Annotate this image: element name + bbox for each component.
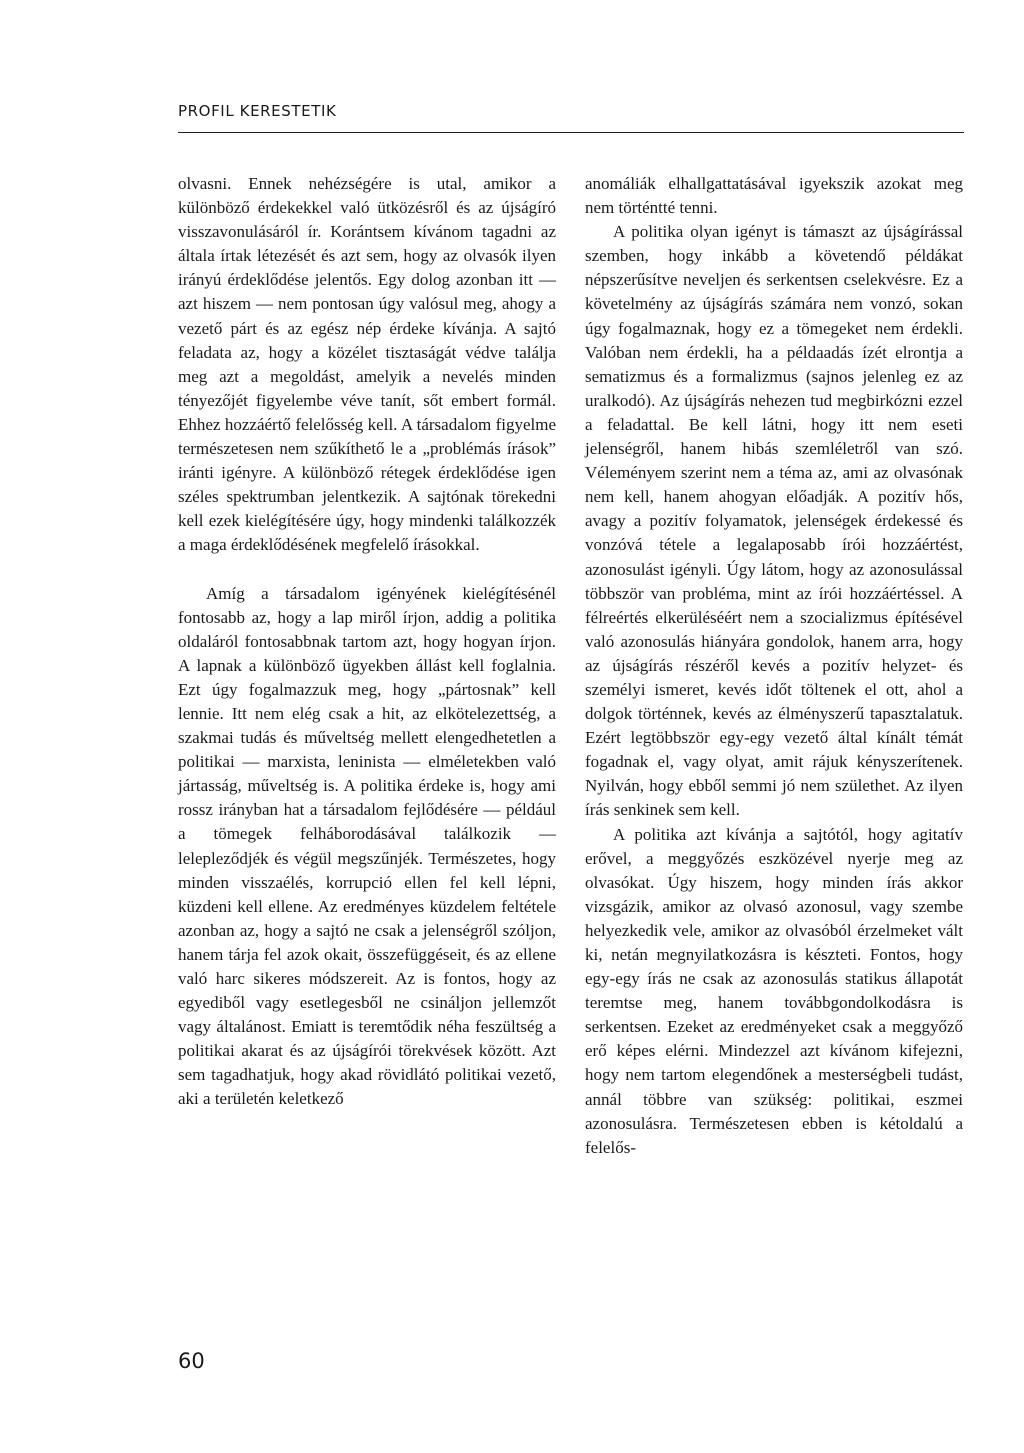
text-column-left <box>178 172 556 1112</box>
page-number: 60 <box>178 1349 205 1373</box>
text-column-right <box>585 172 963 1160</box>
paragraph: A politika olyan igényt is támaszt az újságírással szemben, hogy inkább a követendő példákat népszerűsítve neveljen és serkentsen cselekvésre. Ez a követelmény az újságírás számára nem vonzó, sokan úgy fogalmaznak, hogy ez a tömegeket nem érdekli. Valóban nem érdekli, ha a példaadás ízét elrontja a sematizmus és a formalizmus (sajnos jelenleg ez az uralkodó). Az újságírás nehezen tud megbirkózni ezzel a feladattal. Be kell látni, hogy itt nem eseti jelenségről, hanem hibás szemléletről van szó. Véleményem szerint nem a téma az, ami az olvasónak nem kell, hanem ahogyan előadják. A pozitív hős, avagy a pozitív folyamatok, jelenségek érdekessé és vonzóvá tétele a legalaposabb írói hozzáértést, azonosulást igényli. Úgy látom, hogy az azonosulással többször van probléma, mint az írói hozzáértéssel. A félreértés elkerüléséért nem a szocializmus építésével való azonosulás hiányára gondolok, hanem arra, hogy az újságírás részéről kevés a pozitív helyzet- és személyi ismeret, kevés időt töltenek el ott, ahol a dolgok történnek, kevés az élményszerű tapasztalatuk. Ezért legtöbbször egy-egy vezető által kínált témát fogadnak el, vagy olyat, amit rájuk kényszerítenek. Nyilván, hogy ebből semmi jó nem születhet. Az ilyen írás senkinek sem kell. <box>585 222 963 820</box>
paragraph: Amíg a társadalom igényének kielégítésénél fontosabb az, hogy a lap miről írjon, addig a politika oldaláról fontosabbnak tartom azt, hogy hogyan írjon. A lapnak a különböző ügyekben állást kell foglalnia. Ezt úgy fogalmazzuk meg, hogy „pártosnak” kell lennie. Itt nem elég csak a hit, az elkötelezettség, a szakmai tudás és műveltség mellett elengedhetetlen a politikai — marxista, leninista — elméletekben való jártasság, műveltség is. A politika érdeke is, hogy ami rossz irányban hat a társadalom fejlődésére — például a tömegek felháborodásával találkozik — lelepleződjék és végül megszűnjék. Természetes, hogy minden visszaélés, korrupció ellen fel kell lépni, küzdeni kell ellene. Az eredményes küzdelem feltétele azonban az, hogy a sajtó ne csak a jelenségről szóljon, hanem tárja fel azok okait, összefüggéseit, és az ellene való harc sikeres módszereit. Az is fontos, hogy az egyediből vagy esetlegesből ne csináljon jellemzőt vagy általánost. Emiatt is teremtődik néha feszültség a politikai akarat és az újságírói törekvések között. Azt sem tagadhatjuk, hogy akad rövidlátó politikai vezető, aki a területén keletkező <box>178 583 556 1109</box>
paragraph: A politika azt kívánja a sajtótól, hogy agitatív erővel, a meggyőzés eszközével nyerje meg az olvasókat. Úgy hiszem, hogy minden írás akkor vizsgázik, amikor az olvasó azonosul, vagy szembe helyezkedik vele, amikor az olvasóból érzelmeket vált ki, netán megnyilatkozásra is készteti. Fontos, hogy egy-egy írás ne csak az azonosulás statikus állapotát teremtse meg, hanem továbbgondolkodásra is serkentsen. Ezeket az eredményeket csak a meggyőző erő képes elérni. Mindezzel azt kívánom kifejezni, hogy nem tartom elegendőnek a mesterségbeli tudást, annál többre van szükség: politikai, eszmei azonosulásra. Természetesen ebben is kétoldalú a felelős- <box>585 824 963 1157</box>
running-header-title: PROFIL KERESTETIK <box>178 102 337 120</box>
header-rule <box>178 132 964 133</box>
paragraph-continuation: olvasni. Ennek nehézségére is utal, amikor a különböző érdekekkel való ütközésről és az újságíró visszavonulásáról ír. Korántsem kívánom tagadni az általa írtak létezését és azt sem, hogy az olvasók ilyen irányú érdeklődése jelentős. Egy dolog azonban itt — azt hiszem — nem pontosan úgy valósul meg, ahogy a vezető párt és az egész nép érdeke kívánja. A sajtó feladata az, hogy a közélet tisztaságát védve találja meg azt a megoldást, amelyik a nevelés minden tényezőjét figyelembe véve tanít, sőt embert formál. Ehhez hozzáértő felelősség kell. A társadalom figyelme természetesen nem szűkíthető le a „problémás írások” iránti igényre. A különböző rétegek érdeklődése igen széles spektrumban jelentkezik. A sajtónak törekedni kell ezek kielégítésére úgy, hogy mindenki találkozzék a maga érdeklődésének megfelelő írásokkal. <box>178 174 556 555</box>
paragraph-continuation: anomáliák elhallgattatásával igyekszik azokat meg nem történtté tenni. <box>585 174 963 218</box>
